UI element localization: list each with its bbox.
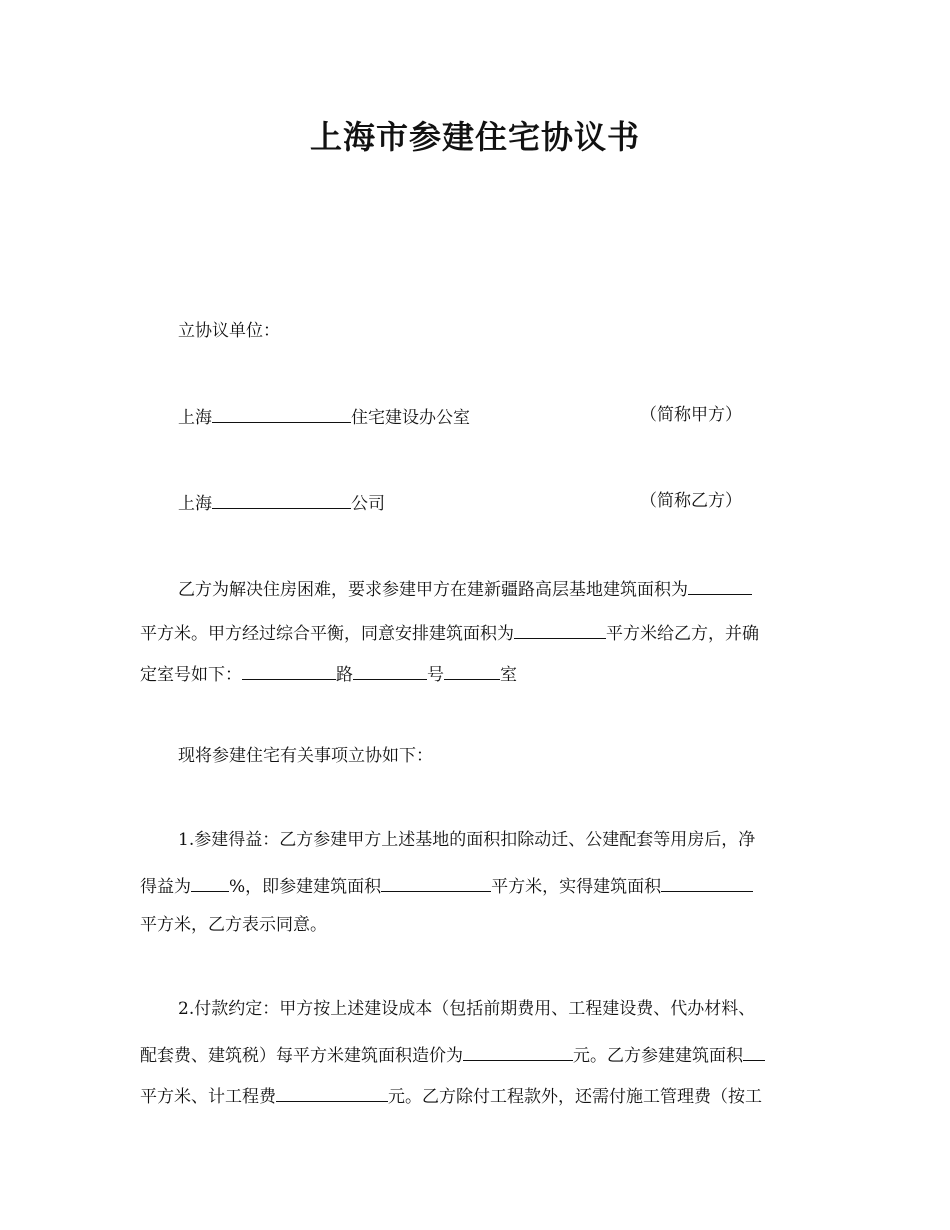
clause2-text2a: 配套费、建筑税）每平方米建筑面积造价为 xyxy=(140,1046,463,1066)
party-a-note: （简称甲方） xyxy=(640,405,742,425)
road-blank[interactable] xyxy=(242,661,336,680)
document-title: 上海市参建住宅协议书 xyxy=(309,118,640,156)
party-a-prefix: 上海 xyxy=(178,408,212,428)
party-b-name-blank[interactable] xyxy=(212,490,351,509)
clause2-text3b: 元。乙方除付工程款外，还需付施工管理费（按工 xyxy=(388,1087,762,1107)
clause1-text2b: %，即参建建筑面积 xyxy=(229,877,382,897)
clause2-line2 xyxy=(140,1042,812,1067)
parties-intro: 立协议单位： xyxy=(178,321,280,341)
party-b-note: （简称乙方） xyxy=(640,491,742,511)
clause2-line1: 2.付款约定：甲方按上述建设成本（包括前期费用、工程建设费、代办材料、 xyxy=(178,999,756,1019)
total-area-blank[interactable] xyxy=(688,576,752,595)
clause1-line1: 1.参建得益：乙方参建甲方上述基地的面积扣除动迁、公建配套等用房后，净 xyxy=(178,830,756,850)
participating-area-blank[interactable] xyxy=(381,873,491,892)
clause1-text2a: 得益为 xyxy=(140,877,191,897)
party-b-suffix: 公司 xyxy=(351,494,385,514)
clause2-text3a: 平方米、计工程费 xyxy=(140,1087,276,1107)
para1-text3b: 路 xyxy=(336,665,353,685)
para1-text2b: 平方米给乙方，并确 xyxy=(606,624,759,644)
para2: 现将参建住宅有关事项立协如下： xyxy=(178,746,433,766)
para1-line1 xyxy=(178,576,812,601)
clause1-text2c: 平方米，实得建筑面积 xyxy=(491,877,662,897)
clause1-line3: 平方米，乙方表示同意。 xyxy=(140,915,327,935)
net-gain-percent-blank[interactable] xyxy=(191,873,229,892)
clause2-area-blank[interactable] xyxy=(743,1042,765,1061)
para1-text3d: 室 xyxy=(500,665,517,685)
engineering-fee-blank[interactable] xyxy=(276,1083,388,1102)
party-b-prefix: 上海 xyxy=(178,494,212,514)
party-a-name-blank[interactable] xyxy=(212,404,351,423)
number-blank[interactable] xyxy=(353,661,427,680)
para1-text3c: 号 xyxy=(427,665,444,685)
para1-text2a: 平方米。甲方经过综合平衡，同意安排建筑面积为 xyxy=(140,624,514,644)
clause2-line3 xyxy=(140,1083,812,1108)
clause2-text2b: 元。乙方参建建筑面积 xyxy=(573,1046,743,1066)
actual-area-blank[interactable] xyxy=(661,873,753,892)
para1-text1: 乙方为解决住房困难，要求参建甲方在建新疆路高层基地建筑面积为 xyxy=(178,580,688,600)
clause1-line2 xyxy=(140,873,812,898)
para1-text3a: 定室号如下： xyxy=(140,665,242,685)
allocated-area-blank[interactable] xyxy=(514,620,606,639)
room-blank[interactable] xyxy=(444,661,500,680)
unit-cost-blank[interactable] xyxy=(463,1042,573,1061)
para1-line3 xyxy=(140,661,812,686)
party-a-suffix: 住宅建设办公室 xyxy=(351,408,470,428)
para1-line2 xyxy=(140,620,812,645)
